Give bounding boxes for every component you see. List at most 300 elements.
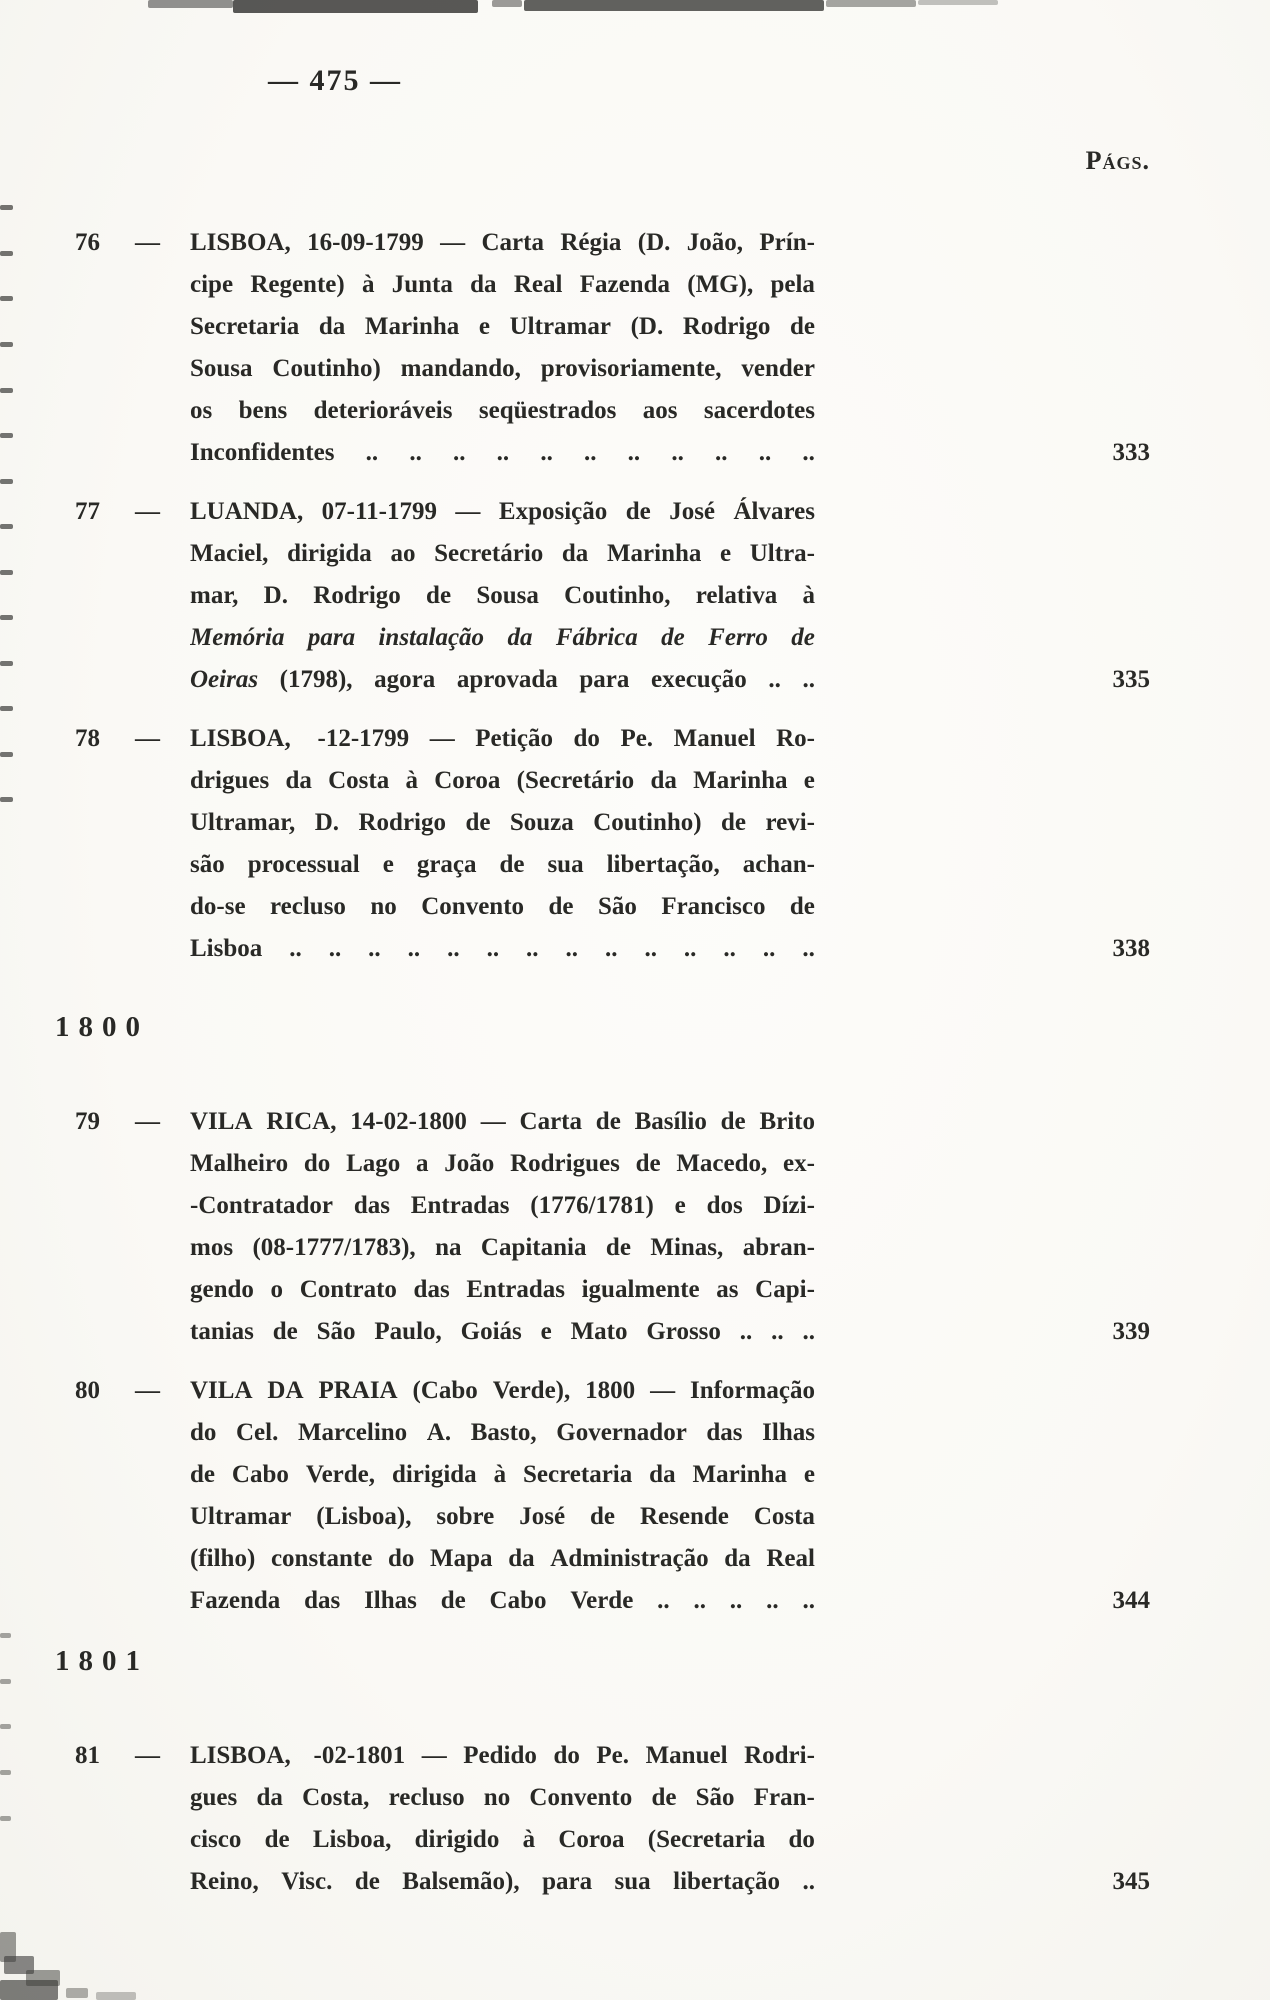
toc-entry: [75, 718, 1150, 970]
entry-word: ..: [540, 439, 553, 466]
entry-word: (1798),: [279, 666, 353, 693]
entry-line: [190, 1185, 815, 1227]
entry-number: [75, 222, 190, 474]
entry-word: ..: [368, 935, 381, 962]
entry-word: do: [573, 725, 600, 752]
entry-word: Manuel: [673, 725, 756, 752]
entry-word: Oeiras: [190, 666, 259, 693]
entry-word: Fazenda: [190, 1587, 281, 1614]
scan-artifact-top-bar: [524, 0, 824, 11]
entry-word: ..: [644, 935, 657, 962]
toc-entry: [75, 1735, 1150, 1903]
entry-word: do: [303, 1150, 331, 1177]
entry-word: Ilhas: [364, 1587, 417, 1614]
entry-word: ..: [328, 935, 342, 962]
scan-artifact-edge-dash: [0, 1679, 11, 1684]
entry-word: aprovada: [456, 666, 558, 693]
entry-word: Exposição: [498, 498, 608, 525]
entry-word: aos: [642, 397, 678, 424]
entry-word: recluso: [270, 893, 346, 920]
entry-word: Maciel,: [190, 540, 269, 567]
entry-line: [190, 1538, 815, 1580]
entry-word: de: [791, 624, 815, 651]
entry-word: RICA,: [266, 1108, 337, 1135]
entry-word: seqüestrados: [478, 397, 617, 424]
entry-word: Marcelino: [297, 1419, 408, 1446]
entry-word: de: [635, 1150, 661, 1177]
entry-word: graça: [416, 851, 477, 878]
entry-word: Dízi-: [763, 1192, 815, 1219]
entry-word: à: [405, 767, 418, 794]
entry-word: do: [190, 1419, 217, 1446]
entry-word: Ro-: [776, 725, 815, 752]
entry-word: Ultramar,: [190, 809, 296, 836]
scan-artifact-edge-dash: [0, 479, 13, 484]
entry-word: 14-02-1800: [350, 1108, 467, 1135]
entry-word: Coroa: [558, 1826, 625, 1853]
toc-entry: [75, 1370, 1150, 1622]
entry-word: de: [354, 1868, 380, 1895]
entry-word: constante: [270, 1545, 373, 1572]
entry-word: ..: [657, 1587, 670, 1614]
entry-word: ..: [683, 935, 697, 962]
entry-word: -Contratador: [190, 1192, 334, 1219]
entry-word: de: [595, 1108, 621, 1135]
entry-text: [190, 491, 815, 701]
entry-word: cipe: [190, 271, 234, 298]
entry-word: Fábrica: [555, 624, 638, 651]
entry-word: (Secretaria: [647, 1826, 766, 1853]
entry-word: Petição: [475, 725, 553, 752]
entry-word: ..: [526, 935, 539, 962]
scan-artifact-corner-blob: [0, 1980, 58, 2000]
entry-word: Inconfidentes: [190, 439, 335, 466]
entry-word: da: [508, 1545, 535, 1572]
entry-word: —: [480, 1108, 506, 1135]
entry-word: ..: [802, 1587, 815, 1614]
entry-line: [190, 533, 815, 575]
entry-word: Resende: [639, 1503, 729, 1530]
scan-artifact-edge-dash: [0, 205, 13, 210]
toc-entries: [55, 222, 1150, 1903]
toc-entry: [75, 491, 1150, 701]
entry-line: [190, 659, 815, 701]
entry-line: [190, 1735, 815, 1777]
scan-artifact-edge-dash: [0, 524, 13, 529]
entry-word: (1776/1781): [530, 1192, 654, 1219]
entry-line: [190, 348, 815, 390]
entry-word: Pe.: [620, 725, 654, 752]
entry-line: [190, 718, 815, 760]
entry-word: (Cabo: [412, 1377, 478, 1404]
entry-word: Basílio: [634, 1108, 707, 1135]
entry-word: Minas,: [650, 1234, 724, 1261]
entry-line: [190, 1412, 815, 1454]
entry-word: agora: [374, 666, 436, 693]
entry-word: Malheiro: [190, 1150, 289, 1177]
entry-word: LISBOA,: [190, 1742, 291, 1769]
entry-word: 1800: [585, 1377, 636, 1404]
entry-text: [190, 222, 815, 474]
scan-artifact-top-bar: [826, 0, 916, 7]
entry-text: [190, 1101, 815, 1353]
entry-word: (08-1777/1783),: [252, 1234, 416, 1261]
entry-word: Álvares: [733, 498, 815, 525]
scan-artifact-top-bar: [492, 0, 522, 7]
entry-line: [190, 886, 815, 928]
entry-word: das: [413, 1276, 450, 1303]
entry-word: à: [361, 271, 375, 298]
entry-word: de: [789, 313, 815, 340]
entry-word: provisoriamente,: [540, 355, 722, 382]
entry-line: [190, 222, 815, 264]
entry-dash: —: [135, 1108, 160, 1135]
entry-number-value: 79: [75, 1108, 100, 1135]
entry-word: Rodrigo: [682, 313, 771, 340]
entry-word: dirigido: [414, 1826, 500, 1853]
entry-word: Governador: [556, 1419, 687, 1446]
entry-word: Marinha: [693, 767, 788, 794]
entry-word: no: [483, 1784, 511, 1811]
toc-entry: [75, 222, 1150, 474]
page-number-header: — 475 —: [268, 64, 402, 97]
entry-word: revi-: [765, 809, 815, 836]
entry-word: Carta: [519, 1108, 582, 1135]
entry-word: Goiás: [460, 1318, 522, 1345]
entry-word: (Lisboa),: [316, 1503, 412, 1530]
entry-word: Marinha: [692, 1461, 787, 1488]
entry-word: as: [716, 1276, 739, 1303]
entry-page-ref: 344: [1112, 1587, 1150, 1614]
entry-word: execução: [651, 666, 747, 693]
entry-text: [190, 1370, 815, 1622]
entry-word: Manuel: [645, 1742, 728, 1769]
entry-word: Mapa: [430, 1545, 493, 1572]
entry-word: do: [553, 1742, 580, 1769]
entry-word: e: [803, 1461, 815, 1488]
entry-number-value: 78: [75, 725, 100, 752]
entry-line: [190, 1227, 815, 1269]
toc-entry: [75, 1101, 1150, 1353]
entry-word: São: [695, 1784, 735, 1811]
entry-word: —: [650, 1377, 676, 1404]
scan-artifact-edge-dash: [0, 1770, 11, 1775]
entry-word: José: [669, 498, 716, 525]
entry-word: ..: [486, 935, 500, 962]
entry-dash: —: [135, 229, 160, 256]
entry-word: São: [316, 1318, 356, 1345]
entry-word: A.: [426, 1419, 452, 1446]
entry-word: (filho): [190, 1545, 256, 1572]
entry-word: de: [625, 498, 651, 525]
entry-line: [190, 1454, 815, 1496]
entry-page-ref: 339: [1112, 1318, 1150, 1345]
entry-word: ..: [565, 935, 579, 962]
entry-word: da: [256, 1784, 283, 1811]
entry-word: e: [478, 313, 491, 340]
entry-word: José: [519, 1503, 566, 1530]
entry-dash: —: [135, 1742, 160, 1769]
entry-word: gendo: [190, 1276, 254, 1303]
entry-word: deterioráveis: [313, 397, 453, 424]
entry-word: Marinha: [364, 313, 460, 340]
entry-line: [190, 1819, 815, 1861]
entry-word: João: [444, 1150, 495, 1177]
entry-line: [190, 1311, 815, 1353]
entry-word: à: [522, 1826, 536, 1853]
entry-word: Secretário: [434, 540, 544, 567]
entry-word: no: [370, 893, 397, 920]
entry-word: Visc.: [281, 1868, 333, 1895]
entry-word: Cel.: [236, 1419, 279, 1446]
entry-word: Convento: [421, 893, 525, 920]
entry-word: Coutinho,: [564, 582, 671, 609]
entry-word: (D.: [637, 229, 671, 256]
entry-word: de: [721, 809, 747, 836]
entry-word: Secretaria: [523, 1461, 633, 1488]
entry-word: dirigida: [391, 1461, 477, 1488]
entry-word: Souza: [509, 809, 574, 836]
entry-word: de: [440, 1587, 466, 1614]
entry-word: igualmente: [581, 1276, 700, 1303]
entry-word: Régia: [560, 229, 622, 256]
entry-word: da: [724, 1545, 751, 1572]
entry-word: ..: [802, 935, 815, 962]
entry-word: ex-: [783, 1150, 815, 1177]
entry-word: Brito: [759, 1108, 815, 1135]
entry-word: Mato: [570, 1318, 628, 1345]
entry-word: e: [803, 767, 815, 794]
entry-word: de: [499, 851, 525, 878]
entry-word: Prín-: [759, 229, 815, 256]
entry-word: ..: [802, 666, 815, 693]
entry-line: [190, 617, 815, 659]
entry-word: Costa: [753, 1503, 815, 1530]
entry-number: [75, 1101, 190, 1353]
entry-word: das: [304, 1587, 341, 1614]
entry-word: Sousa: [190, 355, 253, 382]
entry-word: ..: [766, 1587, 779, 1614]
entry-word: e: [720, 540, 732, 567]
entry-word: Entradas: [410, 1192, 510, 1219]
entry-word: ..: [407, 935, 421, 962]
entry-word: mandando,: [400, 355, 521, 382]
entry-word: da: [561, 540, 589, 567]
entry-word: de: [264, 1826, 290, 1853]
entry-word: da: [649, 1461, 676, 1488]
entry-word: Memória: [190, 624, 285, 651]
entry-word: para: [542, 1868, 593, 1895]
entry-number-value: 77: [75, 498, 100, 525]
entry-word: ..: [693, 1587, 706, 1614]
entry-word: ..: [723, 935, 736, 962]
entry-line: [190, 306, 815, 348]
entry-word: Marinha: [606, 540, 702, 567]
entry-word: Pe.: [596, 1742, 630, 1769]
entry-word: libertação,: [606, 851, 720, 878]
entry-word: ..: [802, 1318, 815, 1345]
entry-word: ..: [496, 439, 510, 466]
entry-word: mar,: [190, 582, 239, 609]
entry-word: Fazenda: [579, 271, 670, 298]
entry-line: [190, 760, 815, 802]
entry-word: de: [789, 893, 815, 920]
entry-word: ..: [729, 1587, 743, 1614]
entry-word: ..: [289, 935, 302, 962]
scan-artifact-top-bar: [918, 0, 998, 5]
entry-line: [190, 491, 815, 533]
entry-dash: —: [135, 1377, 160, 1404]
entry-word: ..: [762, 935, 776, 962]
entry-word: libertação: [673, 1868, 781, 1895]
entry-word: Contrato: [299, 1276, 397, 1303]
entry-word: sacerdotes: [703, 397, 815, 424]
entry-word: ..: [452, 439, 466, 466]
entry-word: LUANDA,: [190, 498, 304, 525]
entry-word: Coroa: [434, 767, 501, 794]
scan-artifact-edge-dash: [0, 570, 13, 575]
entry-word: Francisco: [661, 893, 766, 920]
entry-word: Informação: [689, 1377, 815, 1404]
entry-word: de: [426, 582, 452, 609]
entry-word: (D.: [630, 313, 664, 340]
entry-word: são: [190, 851, 225, 878]
entry-word: Paulo,: [374, 1318, 442, 1345]
entry-word: achan-: [742, 851, 815, 878]
entry-word: (Secretário: [516, 767, 635, 794]
entry-word: ..: [768, 666, 781, 693]
entry-word: ..: [409, 439, 422, 466]
scan-artifact-top-bar: [148, 0, 233, 8]
entry-page-ref: 335: [1112, 666, 1150, 693]
entry-number: [75, 1370, 190, 1622]
entry-word: ..: [802, 439, 815, 466]
entry-word: de: [720, 1108, 746, 1135]
entry-word: instalação: [378, 624, 485, 651]
entry-word: Ultra-: [749, 540, 815, 567]
entry-word: -12-1799: [311, 725, 410, 752]
entry-word: Coutinho): [272, 355, 381, 382]
entry-word: Entradas: [466, 1276, 565, 1303]
entry-word: a: [416, 1150, 429, 1177]
entry-word: ..: [604, 935, 618, 962]
entry-word: Cabo: [489, 1587, 547, 1614]
entry-word: D.: [314, 809, 340, 836]
entry-line: [190, 1496, 815, 1538]
entry-word: Real: [513, 271, 563, 298]
entry-word: Rodrigues: [510, 1150, 620, 1177]
entry-word: dirigida: [287, 540, 372, 567]
entry-number-value: 81: [75, 1742, 100, 1769]
entry-word: —: [455, 498, 481, 525]
entry-word: Fran-: [753, 1784, 815, 1811]
entry-word: -02-1801: [307, 1742, 406, 1769]
scan-artifact-edge-dash: [0, 706, 13, 711]
entry-page-ref: 338: [1112, 935, 1150, 962]
toc-content: [55, 0, 1150, 1920]
entry-word: Real: [766, 1545, 815, 1572]
entry-word: Cabo: [231, 1461, 289, 1488]
entry-word: vender: [741, 355, 815, 382]
entry-word: da: [507, 624, 533, 651]
entry-word: para: [307, 624, 356, 651]
scan-artifact-corner-blob: [66, 1988, 88, 1998]
entry-word: da: [470, 271, 497, 298]
entry-line: [190, 1143, 815, 1185]
entry-word: das: [353, 1192, 390, 1219]
entry-word: à: [802, 582, 815, 609]
scan-artifact-edge-dash: [0, 797, 13, 802]
entry-word: de: [465, 809, 491, 836]
scan-artifact-corner-blob: [96, 1992, 136, 2000]
entry-line: [190, 390, 815, 432]
entry-line: [190, 1777, 815, 1819]
entry-word: do: [788, 1826, 815, 1853]
scan-artifact-edge-dash: [0, 1633, 11, 1638]
entry-page-ref: 345: [1112, 1868, 1150, 1895]
entry-line: [190, 802, 815, 844]
entry-word: o: [270, 1276, 284, 1303]
entry-word: para: [579, 666, 630, 693]
entry-word: do: [387, 1545, 415, 1572]
year-heading: 1801: [55, 1645, 149, 1677]
entry-word: Reino,: [190, 1868, 259, 1895]
entry-word: Ultramar: [509, 313, 611, 340]
entry-word: ..: [447, 935, 460, 962]
entry-word: e: [540, 1318, 552, 1345]
entry-word: sobre: [436, 1503, 495, 1530]
entry-word: de: [605, 1234, 631, 1261]
entry-word: 07-11-1799: [321, 498, 437, 525]
entry-word: Verde),: [492, 1377, 571, 1404]
entry-dash: —: [135, 498, 160, 525]
entry-word: e: [674, 1192, 686, 1219]
entry-word: de: [272, 1318, 298, 1345]
entry-line: [190, 928, 815, 970]
entry-word: VILA: [190, 1377, 253, 1404]
entry-line: [190, 1370, 815, 1412]
pages-column-label: Págs.: [1085, 146, 1150, 175]
scan-artifact-edge-dash: [0, 661, 13, 666]
scan-artifact-edge-dash: [0, 433, 13, 438]
entry-number: [75, 491, 190, 701]
entry-word: LISBOA,: [190, 725, 291, 752]
entry-word: Macedo,: [676, 1150, 768, 1177]
entry-word: —: [429, 725, 455, 752]
entry-line: [190, 432, 815, 474]
entry-line: [190, 844, 815, 886]
entry-word: ..: [715, 439, 728, 466]
entry-word: da: [285, 767, 312, 794]
entry-word: Rodrigo: [313, 582, 401, 609]
entry-word: ..: [584, 439, 597, 466]
entry-word: ..: [758, 439, 772, 466]
entry-word: 16-09-1799: [307, 229, 424, 256]
entry-word: processual: [247, 851, 360, 878]
entry-number: [75, 1735, 190, 1903]
scan-artifact-edge-dash: [0, 296, 13, 301]
entry-word: Ilhas: [762, 1419, 815, 1446]
entry-word: de: [190, 1461, 215, 1488]
entry-word: Pedido: [463, 1742, 537, 1769]
entry-word: Capitania: [480, 1234, 587, 1261]
entry-word: e: [382, 851, 394, 878]
entry-word: pela: [770, 271, 815, 298]
entry-word: cisco: [190, 1826, 242, 1853]
entry-word: PRAIA: [318, 1377, 398, 1404]
entry-word: de: [590, 1503, 616, 1530]
entry-word: das: [706, 1419, 743, 1446]
